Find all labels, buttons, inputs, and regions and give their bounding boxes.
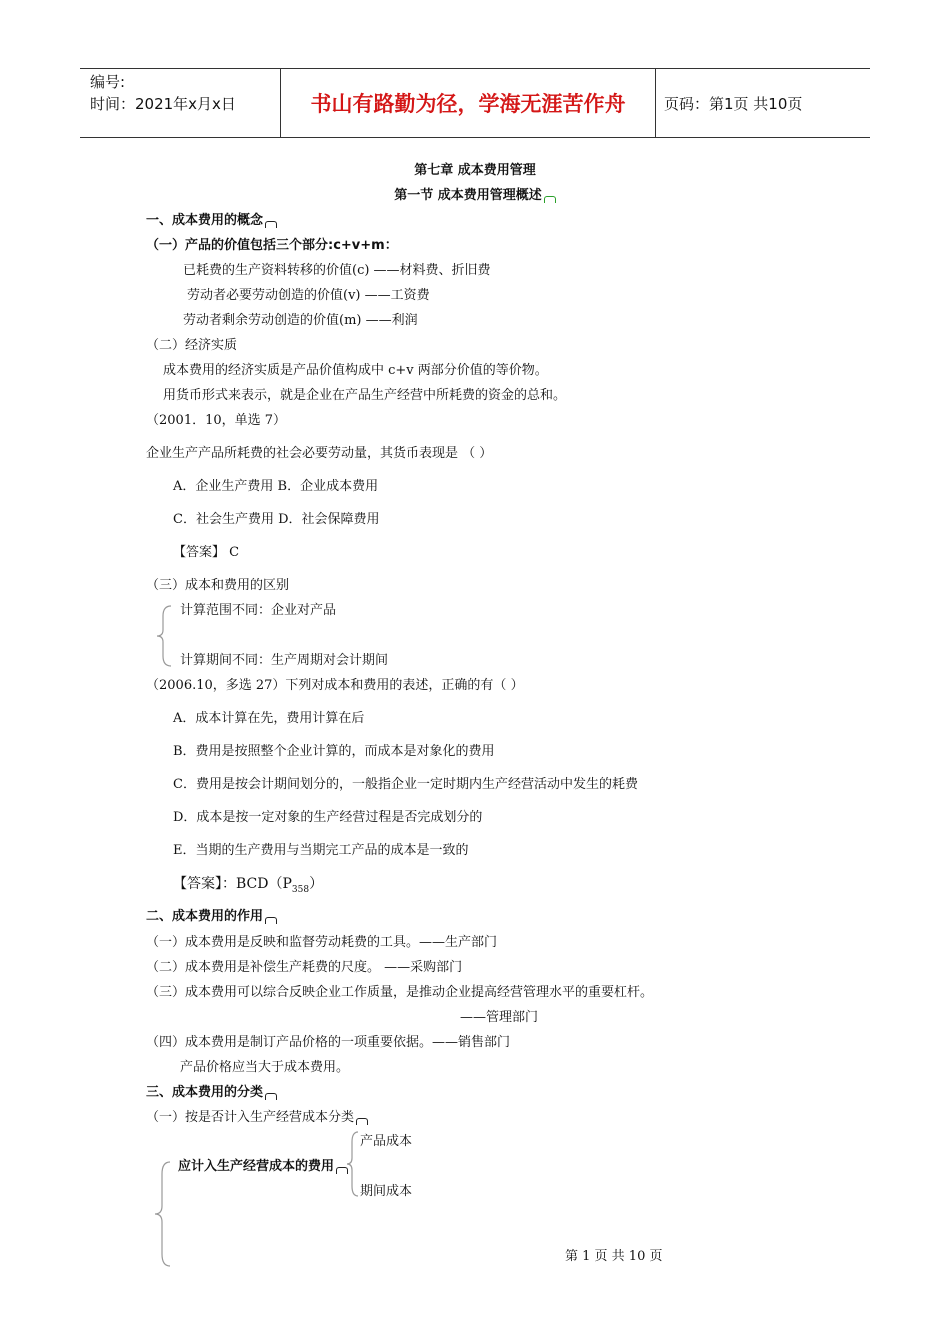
serial-label: 编号: [90, 73, 126, 91]
edit-mark-icon [265, 221, 277, 228]
s2-line-3-dept: ——管理部门 [460, 1010, 539, 1025]
q1-answer: 【答案】 C [173, 545, 240, 560]
q2-answer-close: ） [309, 876, 324, 892]
left-brace-icon [155, 604, 175, 668]
s3-sub1-text: （一）按是否计入生产经营成本分类 [146, 1110, 355, 1125]
s2-line-4: （四）成本费用是制订产品价格的一项重要依据。——销售部门 [146, 1035, 511, 1050]
node-cost-included-text: 应计入生产经营成本的费用 [178, 1159, 335, 1174]
page-footer: 第 1 页 共 10 页 [565, 1249, 663, 1264]
q2-answer [173, 875, 323, 899]
s1-p2: 用货币形式来表示，就是企业在产品生产经营中所耗费的资金的总和。 [163, 388, 567, 403]
s1-item-m: 劳动者剩余劳动创造的价值(m) ——利润 [183, 313, 418, 328]
q2-option-d: D．成本是按一定对象的生产经营过程是否完成划分的 [173, 810, 483, 825]
edit-mark-icon [544, 196, 556, 203]
date-label: 时间：2021年x月x日 [90, 95, 236, 113]
s2-line-2: （二）成本费用是补偿生产耗费的尺度。 ——采购部门 [146, 960, 463, 975]
q2-option-a: A．成本计算在先，费用计算在后 [173, 711, 365, 726]
page-header [80, 68, 870, 138]
motto: 书山有路勤为径，学海无涯苦作舟 [280, 69, 656, 137]
edit-mark-icon [265, 917, 277, 924]
s1-p1: 成本费用的经济实质是产品价值构成中 c+v 两部分价值的等价物。 [163, 363, 548, 378]
q2-answer-text: 【答案】：BCD（P [173, 876, 292, 892]
large-brace-icon [152, 1160, 174, 1268]
s1-item-v: 劳动者必要劳动创造的价值(v) ——工资费 [187, 288, 430, 303]
s3-sub1 [146, 1109, 368, 1127]
s1-sub1: （一）产品的价值包括三个部分:c+v+m： [146, 238, 398, 253]
q1-question: 企业生产产品所耗费的社会必要劳动量，其货币表现是 （ ） [146, 446, 493, 461]
s2-heading-text: 二、成本费用的作用 [146, 909, 264, 924]
edit-mark-icon [265, 1093, 277, 1100]
page-number-label: 页码：第1页 共10页 [664, 94, 803, 113]
section-title-text: 第一节 成本费用管理概述 [394, 188, 542, 203]
s2-line-5: 产品价格应当大于成本费用。 [180, 1060, 350, 1075]
q1-source: （2001．10，单选 7） [146, 413, 287, 428]
s1-sub3: （三）成本和费用的区别 [146, 578, 290, 593]
edit-mark-icon [356, 1118, 368, 1125]
edit-mark-icon [336, 1167, 348, 1174]
header-left-cell [80, 69, 280, 137]
s1-heading-text: 一、成本费用的概念 [146, 213, 264, 228]
q2-question: （2006.10，多选 27）下列对成本和费用的表述，正确的有（ ） [146, 678, 524, 693]
q1-options-ab: A．企业生产费用 B．企业成本费用 [173, 479, 379, 494]
node-cost-included [178, 1158, 348, 1176]
diff-scope: 计算范围不同：企业对产品 [180, 603, 337, 618]
leaf-period-cost: 期间成本 [360, 1184, 413, 1199]
s1-item-c: 已耗费的生产资料转移的价值(c) ——材料费、折旧费 [183, 263, 491, 278]
chapter-title: 第七章 成本费用管理 [414, 163, 536, 178]
s2-heading [146, 908, 277, 926]
s3-heading [146, 1084, 277, 1102]
s3-heading-text: 三、成本费用的分类 [146, 1085, 264, 1100]
q1-options-cd: C．社会生产费用 D．社会保障费用 [173, 512, 380, 527]
s1-heading [146, 212, 277, 230]
q2-answer-page: 358 [291, 884, 310, 895]
s2-line-3: （三）成本费用可以综合反映企业工作质量，是推动企业提高经营管理水平的重要杠杆。 [146, 985, 654, 1000]
q2-option-e: E．当期的生产费用与当期完工产品的成本是一致的 [173, 843, 469, 858]
s1-sub2: （二）经济实质 [146, 338, 238, 353]
q2-option-c: C．费用是按会计期间划分的，一般指企业一定时期内生产经营活动中发生的耗费 [173, 777, 638, 792]
section-title [0, 187, 950, 205]
leaf-product-cost: 产品成本 [360, 1134, 413, 1149]
q2-option-b: B．费用是按照整个企业计算的，而成本是对象化的费用 [173, 744, 495, 759]
s2-line-1: （一）成本费用是反映和监督劳动耗费的工具。——生产部门 [146, 935, 498, 950]
diff-period: 计算期间不同：生产周期对会计期间 [180, 653, 389, 668]
